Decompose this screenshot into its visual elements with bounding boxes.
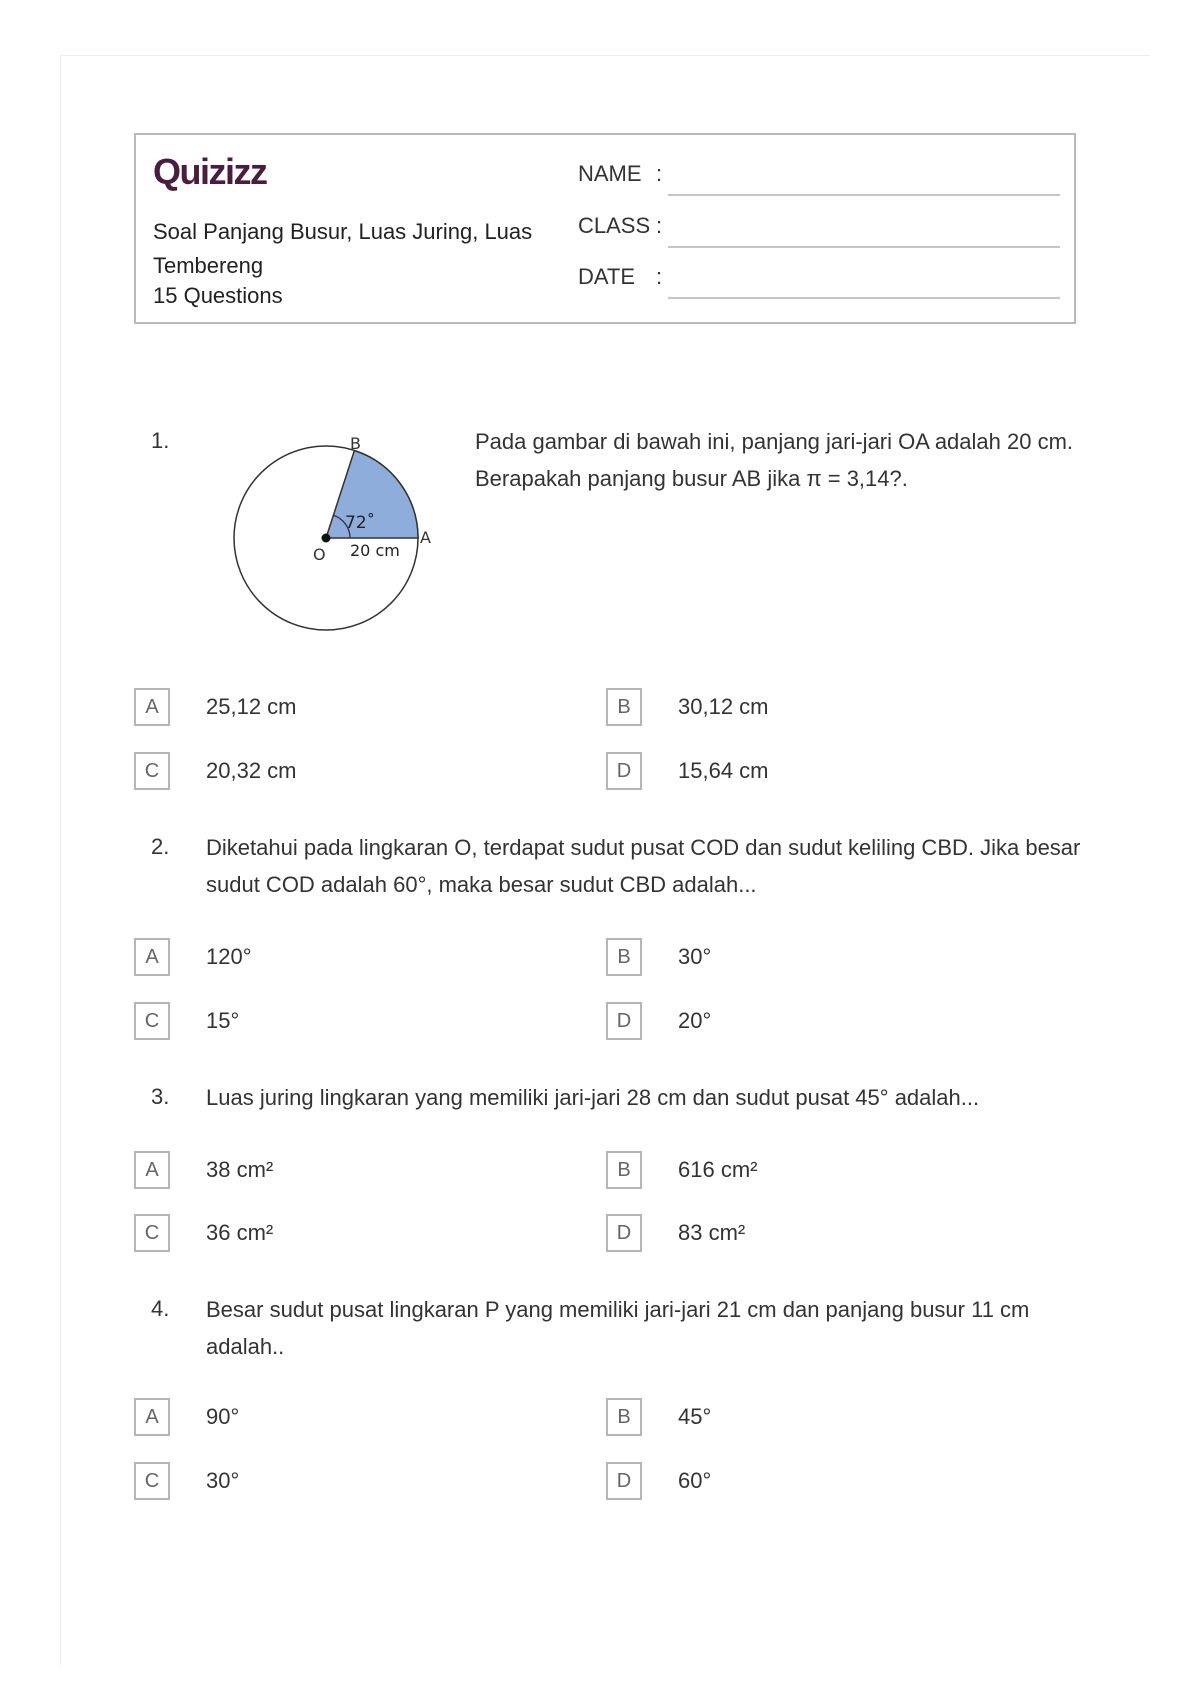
- date-label: DATE: [578, 264, 636, 289]
- option-d-text[interactable]: 20°: [678, 1008, 712, 1033]
- option-b-letter[interactable]: B: [606, 938, 642, 976]
- class-colon: :: [656, 213, 663, 238]
- option-c-letter[interactable]: C: [134, 1462, 170, 1500]
- option-a-letter[interactable]: A: [134, 938, 170, 976]
- option-a-text[interactable]: 90°: [206, 1404, 240, 1429]
- option-d-text[interactable]: 83 cm²: [678, 1220, 746, 1245]
- option-a-text[interactable]: 25,12 cm: [206, 694, 297, 719]
- option-d-text[interactable]: 15,64 cm: [678, 758, 769, 783]
- option-d-letter[interactable]: D: [606, 1214, 642, 1252]
- option-c-text[interactable]: 36 cm²: [206, 1220, 274, 1245]
- question-text: Luas juring lingkaran yang memiliki jari-jari 28 cm dan sudut pusat 45° adalah...: [206, 1085, 980, 1110]
- option-d-letter[interactable]: D: [606, 752, 642, 790]
- option-c-text[interactable]: 30°: [206, 1468, 240, 1493]
- page-edge-top: [60, 55, 1150, 56]
- angle-label: 72˚: [345, 513, 376, 533]
- option-a-text[interactable]: 38 cm²: [206, 1157, 274, 1182]
- question-text: Pada gambar di bawah ini, panjang jari-jari OA adalah 20 cm. Berapakah panjang busur AB jika π = 3,14?.: [475, 429, 1074, 491]
- question-number: 3.: [151, 1084, 170, 1109]
- center-point: [322, 534, 331, 543]
- option-d-letter[interactable]: D: [606, 1462, 642, 1500]
- option-c-letter[interactable]: C: [134, 1002, 170, 1040]
- date-colon: :: [656, 264, 663, 289]
- option-c-letter[interactable]: C: [134, 752, 170, 790]
- radius-label: 20 cm: [350, 541, 400, 560]
- option-d-text[interactable]: 60°: [678, 1468, 712, 1493]
- worksheet-title: Soal Panjang Busur, Luas Juring, Luas Tembereng: [153, 219, 533, 278]
- question-count: 15 Questions: [153, 283, 283, 308]
- worksheet-header: [134, 133, 1076, 324]
- label-b: B: [350, 436, 361, 453]
- sector-figure: [226, 436, 446, 636]
- class-field[interactable]: [668, 246, 1060, 248]
- name-field[interactable]: [668, 194, 1060, 196]
- option-b-text[interactable]: 30°: [678, 944, 712, 969]
- question-text: Besar sudut pusat lingkaran P yang memiliki jari-jari 21 cm dan panjang busur 11 cm adalah..: [206, 1297, 1030, 1359]
- name-colon: :: [656, 161, 663, 186]
- option-d-letter[interactable]: D: [606, 1002, 642, 1040]
- option-b-text[interactable]: 30,12 cm: [678, 694, 769, 719]
- name-label: NAME: [578, 161, 642, 186]
- option-a-letter[interactable]: A: [134, 1151, 170, 1189]
- option-b-text[interactable]: 616 cm²: [678, 1157, 758, 1182]
- label-o: O: [313, 545, 326, 564]
- option-b-letter[interactable]: B: [606, 1398, 642, 1436]
- page-edge-left: [60, 55, 61, 1665]
- option-a-letter[interactable]: A: [134, 688, 170, 726]
- option-c-text[interactable]: 15°: [206, 1008, 240, 1033]
- option-c-text[interactable]: 20,32 cm: [206, 758, 297, 783]
- option-b-text[interactable]: 45°: [678, 1404, 712, 1429]
- option-c-letter[interactable]: C: [134, 1214, 170, 1252]
- date-field[interactable]: [668, 297, 1060, 299]
- quizizz-logo: [153, 150, 303, 194]
- label-a: A: [420, 528, 431, 547]
- question-number: 2.: [151, 834, 170, 859]
- option-b-letter[interactable]: B: [606, 688, 642, 726]
- option-a-text[interactable]: 120°: [206, 944, 252, 969]
- question-text: Diketahui pada lingkaran O, terdapat sudut pusat COD dan sudut keliling CBD. Jika besar sudut COD adalah 60°, maka besar sudut CBD adalah...: [206, 835, 1081, 897]
- option-a-letter[interactable]: A: [134, 1398, 170, 1436]
- logo-text: Quizizz: [153, 151, 267, 192]
- question-number: 4.: [151, 1296, 170, 1321]
- option-b-letter[interactable]: B: [606, 1151, 642, 1189]
- class-label: CLASS: [578, 213, 651, 238]
- question-number: 1.: [151, 428, 170, 453]
